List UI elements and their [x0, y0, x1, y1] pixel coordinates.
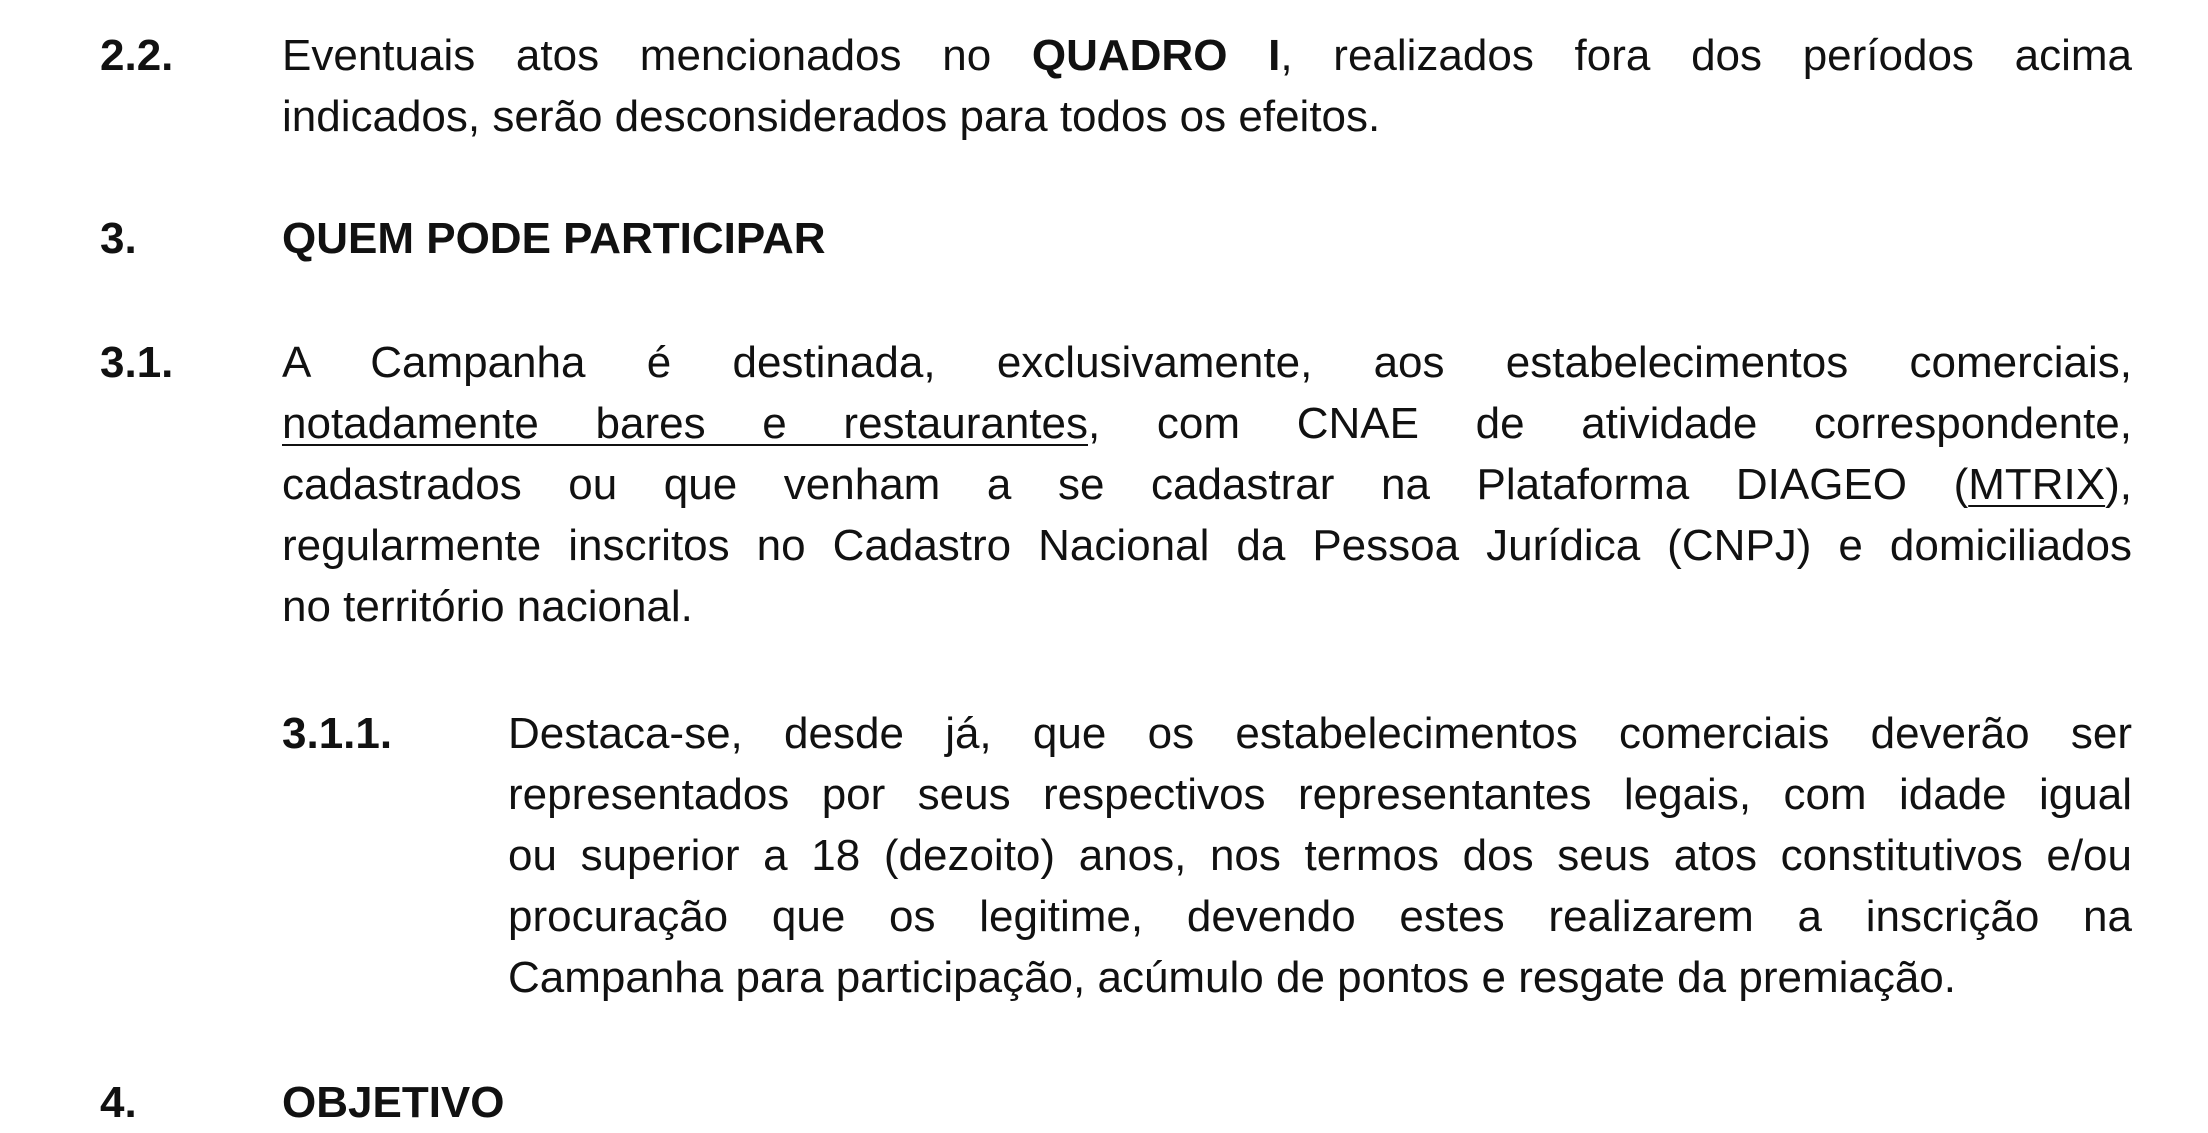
underlined-bares-restaurantes: notadamente bares e restaurantes [282, 399, 1088, 448]
clause-number-3-1-1: 3.1.1. [282, 709, 393, 758]
clause-2-2-line-2: indicados, serão desconsiderados para todos os efeitos. [282, 92, 1381, 141]
clause-3-1-1-line-1: Destaca-se, desde já, que os estabelecimentos comerciais deverão ser [508, 709, 2132, 758]
clause-3-1-line-3-a: cadastrados ou que venham a se cadastrar na Plataforma DIAGEO ( [282, 460, 1969, 509]
clause-2-2-text-b: , realizados fora dos períodos acima [1280, 31, 2133, 80]
section-title-quem-pode-participar: QUEM PODE PARTICIPAR [282, 214, 826, 263]
clause-number-3-1: 3.1. [100, 338, 174, 387]
clause-3-1-line-3-b: ), [2105, 460, 2132, 509]
clause-3-1-line-1: A Campanha é destinada, exclusivamente, aos estabelecimentos comerciais, [282, 338, 2132, 387]
clause-3-1-line-3 [282, 454, 2132, 515]
clause-3-1-line-2-rest: , com CNAE de atividade correspondente, [1088, 399, 2133, 448]
clause-3-1-line-2 [282, 393, 2132, 454]
section-number-4: 4. [100, 1078, 137, 1127]
underlined-mtrix: MTRIX [1968, 460, 2106, 509]
clause-3-1-1-line-2: representados por seus respectivos representantes legais, com idade igual [508, 770, 2132, 819]
clause-number-2-2: 2.2. [100, 31, 174, 80]
clause-3-1-line-5: no território nacional. [282, 582, 693, 631]
clause-2-2-text-a: Eventuais atos mencionados no [282, 31, 1032, 80]
clause-3-1-1-line-4: procuração que os legitime, devendo estes realizarem a inscrição na [508, 892, 2132, 941]
clause-3-1-1-line-3: ou superior a 18 (dezoito) anos, nos termos dos seus atos constitutivos e/ou [508, 831, 2132, 880]
section-title-objetivo: OBJETIVO [282, 1078, 505, 1127]
quadro-reference: QUADRO I [1031, 31, 1281, 80]
section-number-3: 3. [100, 214, 137, 263]
clause-2-2-line-1 [282, 25, 2132, 86]
clause-3-1-1-line-5: Campanha para participação, acúmulo de pontos e resgate da premiação. [508, 953, 1957, 1002]
clause-3-1-line-4: regularmente inscritos no Cadastro Nacional da Pessoa Jurídica (CNPJ) e domiciliados [282, 521, 2132, 570]
